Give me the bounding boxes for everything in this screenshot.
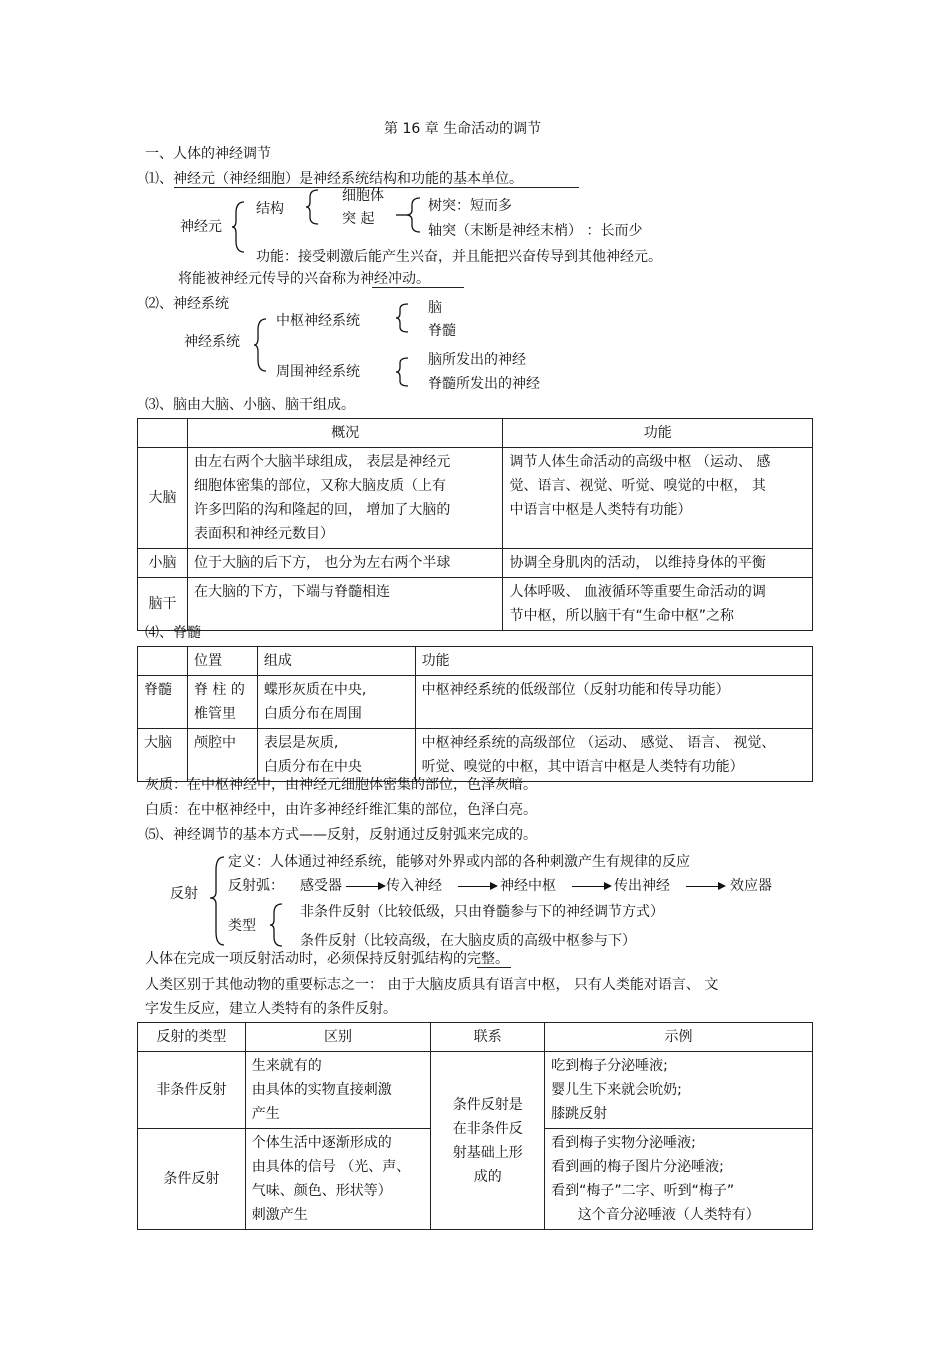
cell-line: 椎管里 <box>193 706 236 722</box>
human-mark-2: 字发生反应，建立人类特有的条件反射。 <box>145 1001 397 1017</box>
row-label: 脑干 <box>138 578 188 631</box>
point-4: ⑷、脊髓 <box>145 625 201 641</box>
spinal-table <box>137 646 813 782</box>
point-1: ⑴、神经元（神经细胞）是神经系统结构和功能的基本单位。 <box>145 171 523 187</box>
reflex-types: 类型 <box>228 918 256 934</box>
row-label: 大脑 <box>138 448 188 549</box>
underline <box>477 967 511 968</box>
table-header: 功能 <box>503 419 813 448</box>
row-label: 脊髓 <box>138 676 188 729</box>
cell-line: 条件反射是 <box>452 1096 523 1113</box>
neuron-function: 功能：接受刺激后能产生兴奋，并且能把兴奋传导到其他神经元。 <box>256 249 662 265</box>
cell-line: 气味、颜色、形状等） <box>251 1183 392 1199</box>
cell-line: 在非条件反 <box>452 1120 523 1137</box>
cell-line: 个体生活中逐渐形成的 <box>251 1135 392 1151</box>
reflex-table <box>137 1022 813 1230</box>
table-row <box>138 419 813 448</box>
cell-line: 细胞体密集的部位，又称大脑皮质（上有 <box>193 478 446 494</box>
underline <box>372 287 464 288</box>
point-5: ⑸、神经调节的基本方式——反射，反射通过反射弧来完成的。 <box>145 827 537 843</box>
table-header: 功能 <box>415 647 812 676</box>
table-header: 联系 <box>431 1023 545 1052</box>
row-label: 小脑 <box>138 549 188 578</box>
cell-line: 节中枢，所以脑干有“生命中枢”之称 <box>509 608 734 624</box>
cell-line: 由具体的信号 （光、声、 <box>251 1159 411 1175</box>
table-header: 示例 <box>545 1023 813 1052</box>
ns-spinal: 脊髓 <box>428 323 456 339</box>
cell-line: 表面积和神经元数目） <box>193 526 334 542</box>
neuron-impulse: 将能被神经元传导的兴奋称为神经冲动。 <box>178 271 430 287</box>
neuron-structure: 结构 <box>256 201 284 217</box>
cell-line: 协调全身肌肉的活动， 以维持身体的平衡 <box>509 555 766 571</box>
cell-line: 中枢神经系统的低级部位（反射功能和传导功能） <box>421 682 730 698</box>
ns-central: 中枢神经系统 <box>276 313 360 329</box>
white-matter: 白质：在中枢神经中，由许多神经纤维汇集的部位，色泽白亮。 <box>145 802 537 818</box>
cell-line: 看到“梅子”二字、听到“梅子” <box>551 1183 735 1199</box>
cell-line: 白质分布在周围 <box>263 706 362 722</box>
point-2: ⑵、神经系统 <box>145 296 229 312</box>
section-heading: 一、人体的神经调节 <box>145 146 271 162</box>
cell-line: 婴儿生下来就会吮奶; <box>551 1082 682 1098</box>
table-row <box>138 676 813 729</box>
brace-icon <box>254 318 268 372</box>
ns-brain-nerves: 脑所发出的神经 <box>428 352 526 368</box>
cell-line: 觉、语言、视觉、听觉、嗅觉的中枢， 其 <box>509 478 766 494</box>
table-header: 区别 <box>245 1023 431 1052</box>
brace-icon <box>396 303 410 333</box>
cell-line: 许多凹陷的沟和隆起的回， 增加了大脑的 <box>193 502 451 518</box>
human-mark-1: 人类区别于其他动物的重要标志之一： 由于大脑皮质具有语言中枢， 只有人类能对语言、 文 <box>145 977 719 993</box>
cell-line: 由具体的实物直接刺激 <box>251 1082 392 1098</box>
brace-icon <box>270 903 284 947</box>
cell-line: 看到画的梅子图片分泌唾液; <box>551 1159 724 1175</box>
reflex-root: 反射 <box>170 886 198 902</box>
brace-icon <box>396 197 422 233</box>
cell-line: 在大脑的下方，下端与脊髓相连 <box>193 584 390 600</box>
arrow-icon <box>346 886 384 887</box>
cell-line: 听觉、嗅觉的中枢，其中语言中枢是人类特有功能） <box>421 759 744 775</box>
cell-line: 中枢神经系统的高级部位 （运动、 感觉、 语言、 视觉、 <box>421 735 776 751</box>
reflex-arc-label: 反射弧： <box>228 878 284 894</box>
cell-line: 生来就有的 <box>251 1058 322 1074</box>
neuron-cellbody: 细胞体 <box>342 188 384 204</box>
cell-line: 膝跳反射 <box>551 1106 608 1122</box>
row-label: 大脑 <box>138 729 188 782</box>
table-row <box>138 448 813 549</box>
neuron-axon: 轴突（末断是神经末梢） ：长而少 <box>428 223 643 239</box>
brace-icon <box>206 856 226 946</box>
table-header: 组成 <box>257 647 415 676</box>
row-label: 非条件反射 <box>138 1052 246 1129</box>
neuron-process: 突 起 <box>342 211 375 227</box>
ns-peripheral: 周围神经系统 <box>276 364 360 380</box>
arc-complete: 人体在完成一项反射活动时，必须保持反射弧结构的完整。 <box>145 951 509 967</box>
cell-line: 刺激产生 <box>251 1207 308 1223</box>
neuron-dendrite: 树突：短而多 <box>428 198 512 214</box>
neuron-root: 神经元 <box>180 219 222 235</box>
row-label: 条件反射 <box>138 1129 246 1230</box>
cell-line: 成的 <box>473 1168 502 1185</box>
cell-line: 白质分布在中央 <box>263 759 362 775</box>
cell-line: 人体呼吸、 血液循环等重要生命活动的调 <box>509 584 766 600</box>
table-header: 位置 <box>187 647 257 676</box>
arc-efferent: 传出神经 <box>614 878 670 894</box>
link-cell <box>431 1052 545 1230</box>
cell-line: 看到梅子实物分泌唾液; <box>551 1135 696 1151</box>
ns-brain: 脑 <box>428 300 442 316</box>
reflex-unconditioned: 非条件反射（比较低级，只由脊髓参与下的神经调节方式） <box>300 904 664 920</box>
ns-root: 神经系统 <box>184 334 240 350</box>
cell-line: 脊 柱 的 <box>193 682 245 698</box>
table-header: 概况 <box>187 419 503 448</box>
reflex-conditioned: 条件反射（比较高级，在大脑皮质的高级中枢参与下） <box>300 933 636 949</box>
cell-line: 蝶形灰质在中央, <box>263 682 367 698</box>
arrow-icon <box>458 886 496 887</box>
cell-line: 由左右两个大脑半球组成， 表层是神经元 <box>193 454 451 470</box>
brace-icon <box>396 357 410 387</box>
table-header: 反射的类型 <box>138 1023 246 1052</box>
table-row <box>138 549 813 578</box>
arc-effector: 效应器 <box>730 878 772 894</box>
arrow-icon <box>686 886 724 887</box>
arrow-icon <box>572 886 610 887</box>
brace-icon <box>232 201 246 253</box>
table-row <box>138 647 813 676</box>
table-row <box>138 729 813 782</box>
cell-line: 位于大脑的后下方， 也分为左右两个半球 <box>193 555 451 571</box>
reflex-definition: 定义：人体通过神经系统，能够对外界或内部的各种刺激产生有规律的反应 <box>228 854 690 870</box>
point-3: ⑶、脑由大脑、小脑、脑干组成。 <box>145 397 355 413</box>
cell-line: 中语言中枢是人类特有功能） <box>509 502 692 518</box>
arc-afferent: 传入神经 <box>386 878 442 894</box>
cell-line: 调节人体生命活动的高级中枢 （运动、 感 <box>509 454 771 470</box>
brain-table <box>137 418 813 631</box>
arc-center: 神经中枢 <box>500 878 556 894</box>
cell-line: 颅腔中 <box>193 735 236 751</box>
cell-line: 吃到梅子分泌唾液; <box>551 1058 668 1074</box>
table-row <box>138 1023 813 1052</box>
cell-line: 这个音分泌唾液（人类特有） <box>551 1207 760 1223</box>
cell-line: 产生 <box>251 1106 280 1122</box>
table-row <box>138 578 813 631</box>
ns-spinal-nerves: 脊髓所发出的神经 <box>428 376 540 392</box>
brace-icon <box>306 189 320 225</box>
arc-receptor: 感受器 <box>300 878 342 894</box>
gray-matter: 灰质：在中枢神经中，由神经元细胞体密集的部位，色泽灰暗。 <box>145 777 537 793</box>
cell-line: 表层是灰质, <box>263 735 339 751</box>
page-title: 第 16 章 生命活动的调节 <box>384 121 542 137</box>
cell-line: 射基础上形 <box>452 1144 523 1161</box>
table-row <box>138 1052 813 1129</box>
